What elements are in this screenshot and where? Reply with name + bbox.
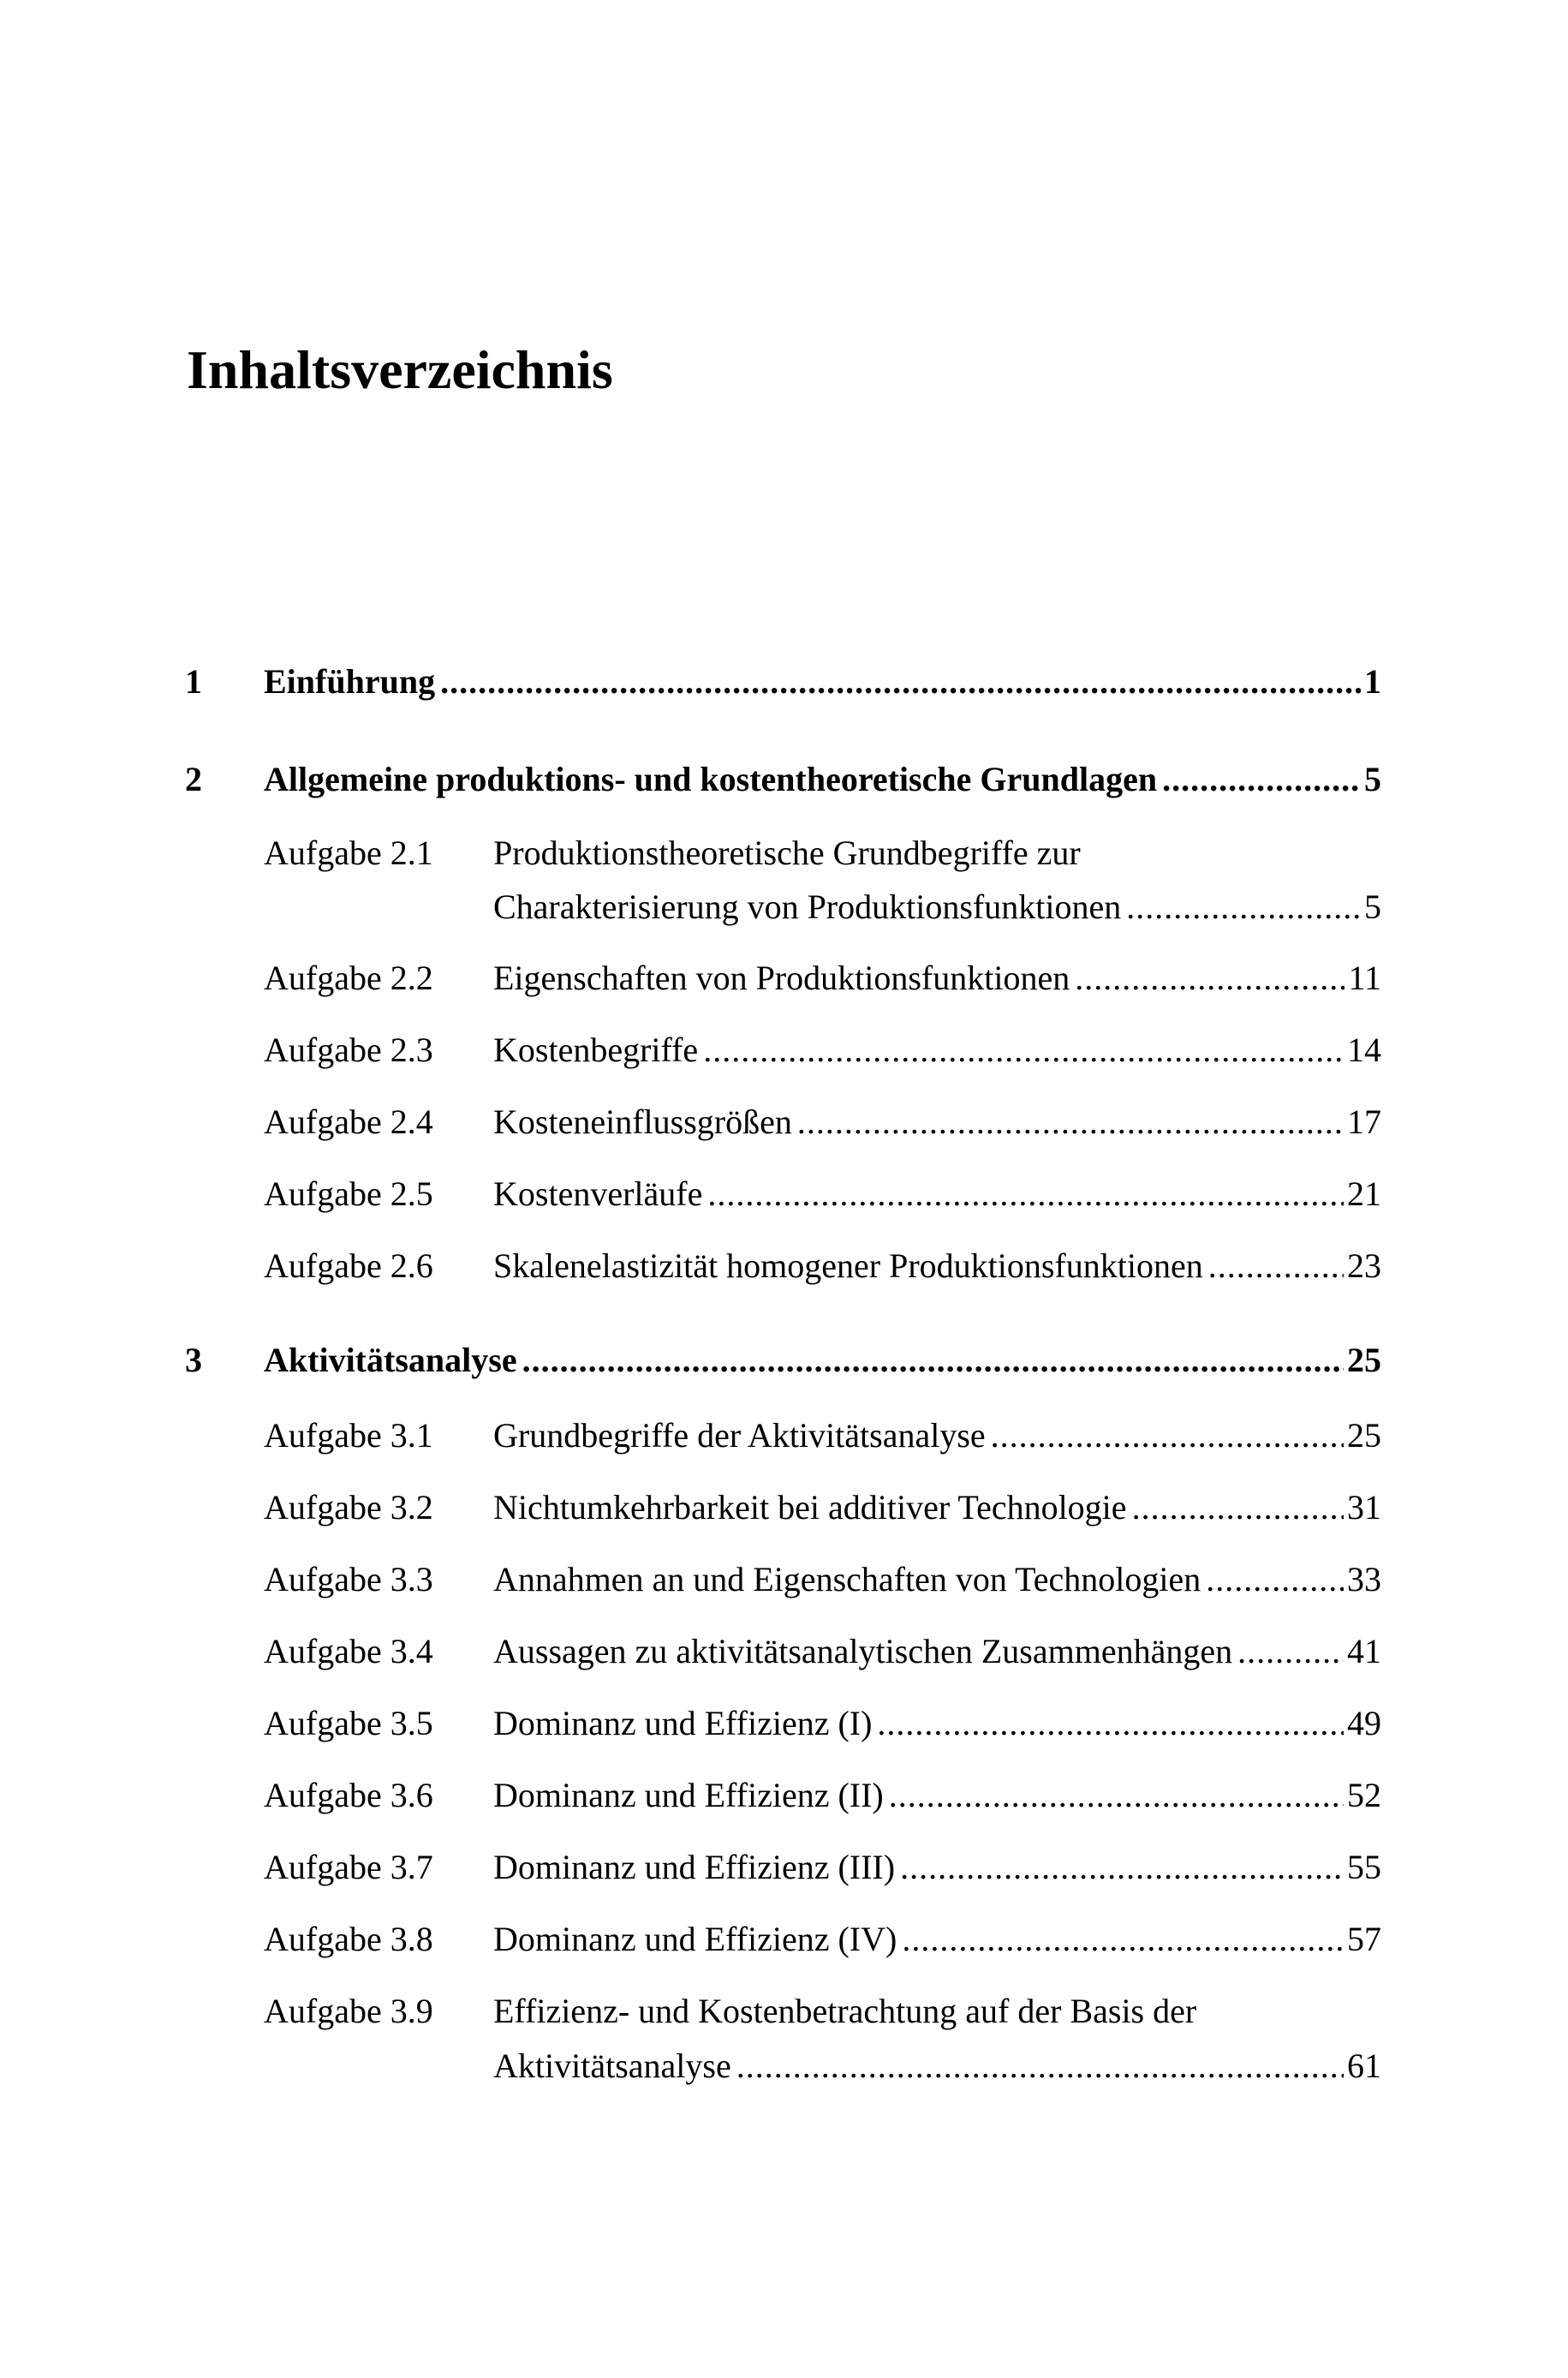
task-page-number: 52 <box>1347 1776 1381 1814</box>
toc-task-3-8[interactable] <box>0 1915 1568 1963</box>
toc-task-3-4[interactable] <box>0 1628 1568 1676</box>
chapter-number: 1 <box>185 662 202 701</box>
toc-task-3-6[interactable] <box>0 1772 1568 1819</box>
page-title: Inhaltsverzeichnis <box>187 339 613 400</box>
task-page-number: 31 <box>1347 1488 1381 1527</box>
dot-leader <box>991 1412 1344 1460</box>
toc-task-3-2[interactable] <box>0 1484 1568 1532</box>
toc-task-2-6[interactable] <box>0 1242 1568 1290</box>
task-label: Aufgabe 2.6 <box>264 1246 433 1285</box>
task-label: Aufgabe 3.8 <box>264 1920 433 1958</box>
task-label: Aufgabe 2.2 <box>264 959 433 997</box>
task-title: Dominanz und Effizienz (III) <box>493 1848 896 1886</box>
task-page-number: 41 <box>1347 1632 1381 1670</box>
task-title: Kostenbegriffe <box>493 1031 699 1069</box>
task-label: Aufgabe 2.1 <box>264 833 433 872</box>
dot-leader <box>440 658 1361 706</box>
toc-task-2-2[interactable] <box>0 954 1568 1002</box>
task-title: Eigenschaften von Produktionsfunktionen <box>493 959 1070 997</box>
task-title: Kostenverläufe <box>493 1174 703 1213</box>
chapter-number: 3 <box>185 1341 202 1379</box>
task-label: Aufgabe 3.4 <box>264 1632 433 1670</box>
task-label: Aufgabe 2.4 <box>264 1102 433 1141</box>
dot-leader <box>902 1915 1344 1963</box>
dot-leader <box>877 1700 1344 1748</box>
dot-leader <box>1208 1242 1344 1290</box>
toc-task-2-1-cont[interactable] <box>0 883 1568 931</box>
task-page-number: 5 <box>1364 887 1381 926</box>
chapter-title: Einführung <box>264 662 436 701</box>
toc-task-3-7[interactable] <box>0 1843 1568 1891</box>
toc-task-2-3[interactable] <box>0 1026 1568 1074</box>
task-page-number: 49 <box>1347 1704 1381 1742</box>
dot-leader <box>1237 1628 1344 1676</box>
task-title-line1: Effizienz- und Kostenbetrachtung auf der Basis der <box>493 1992 1197 2030</box>
task-title: Dominanz und Effizienz (I) <box>493 1704 873 1742</box>
dot-leader <box>900 1843 1344 1891</box>
task-page-number: 11 <box>1348 959 1381 997</box>
toc-task-3-5[interactable] <box>0 1700 1568 1748</box>
task-label: Aufgabe 3.3 <box>264 1560 433 1598</box>
task-title: Charakterisierung von Produktionsfunktionen <box>493 887 1122 926</box>
task-page-number: 21 <box>1347 1174 1381 1213</box>
chapter-page-number: 5 <box>1364 760 1381 798</box>
toc-chapter-1[interactable] <box>0 658 1568 706</box>
chapter-page-number: 1 <box>1364 662 1381 701</box>
task-page-number: 25 <box>1347 1416 1381 1455</box>
task-label: Aufgabe 2.3 <box>264 1031 433 1069</box>
task-title: Grundbegriffe der Aktivitätsanalyse <box>493 1416 986 1455</box>
task-title: Annahmen an und Eigenschaften von Technologien <box>493 1560 1201 1598</box>
task-label: Aufgabe 3.6 <box>264 1776 433 1814</box>
toc-task-3-1[interactable] <box>0 1412 1568 1460</box>
dot-leader <box>736 2042 1344 2090</box>
toc-task-2-4[interactable] <box>0 1098 1568 1146</box>
dot-leader <box>889 1772 1344 1819</box>
chapter-page-number: 25 <box>1347 1341 1381 1379</box>
task-page-number: 17 <box>1347 1102 1381 1141</box>
toc-task-2-5[interactable] <box>0 1170 1568 1218</box>
task-label: Aufgabe 3.9 <box>264 1992 433 2030</box>
toc-task-2-1[interactable] <box>0 829 1568 877</box>
toc-task-3-9[interactable] <box>0 1987 1568 2035</box>
dot-leader <box>703 1026 1344 1074</box>
task-label: Aufgabe 2.5 <box>264 1174 433 1213</box>
dot-leader <box>1206 1556 1344 1604</box>
toc-task-3-9-cont[interactable] <box>0 2042 1568 2090</box>
task-title: Dominanz und Effizienz (IV) <box>493 1920 897 1958</box>
dot-leader <box>707 1170 1344 1218</box>
dot-leader <box>797 1098 1344 1146</box>
task-page-number: 55 <box>1347 1848 1381 1886</box>
toc-task-3-3[interactable] <box>0 1556 1568 1604</box>
chapter-title: Allgemeine produktions- und kostentheoretische Grundlagen <box>264 760 1158 798</box>
chapter-title: Aktivitätsanalyse <box>264 1341 517 1379</box>
dot-leader <box>522 1336 1344 1384</box>
toc-chapter-3[interactable] <box>0 1336 1568 1384</box>
task-title: Kosteneinflussgrößen <box>493 1102 792 1141</box>
dot-leader <box>1132 1484 1344 1532</box>
task-page-number: 61 <box>1347 2046 1381 2085</box>
toc-chapter-2[interactable] <box>0 756 1568 804</box>
task-title-line1: Produktionstheoretische Grundbegriffe zur <box>493 833 1081 872</box>
dot-leader <box>1126 883 1361 931</box>
task-page-number: 14 <box>1347 1031 1381 1069</box>
dot-leader <box>1075 954 1344 1002</box>
task-label: Aufgabe 3.1 <box>264 1416 433 1455</box>
task-title: Skalenelastizität homogener Produktionsfunktionen <box>493 1246 1203 1285</box>
task-title: Nichtumkehrbarkeit bei additiver Technologie <box>493 1488 1127 1527</box>
task-title: Dominanz und Effizienz (II) <box>493 1776 884 1814</box>
task-title: Aussagen zu aktivitätsanalytischen Zusammenhängen <box>493 1632 1233 1670</box>
dot-leader <box>1162 756 1361 804</box>
task-label: Aufgabe 3.2 <box>264 1488 433 1527</box>
chapter-number: 2 <box>185 760 202 798</box>
task-page-number: 57 <box>1347 1920 1381 1958</box>
task-title: Aktivitätsanalyse <box>493 2046 731 2085</box>
task-label: Aufgabe 3.5 <box>264 1704 433 1742</box>
task-page-number: 23 <box>1347 1246 1381 1285</box>
task-label: Aufgabe 3.7 <box>264 1848 433 1886</box>
task-page-number: 33 <box>1347 1560 1381 1598</box>
